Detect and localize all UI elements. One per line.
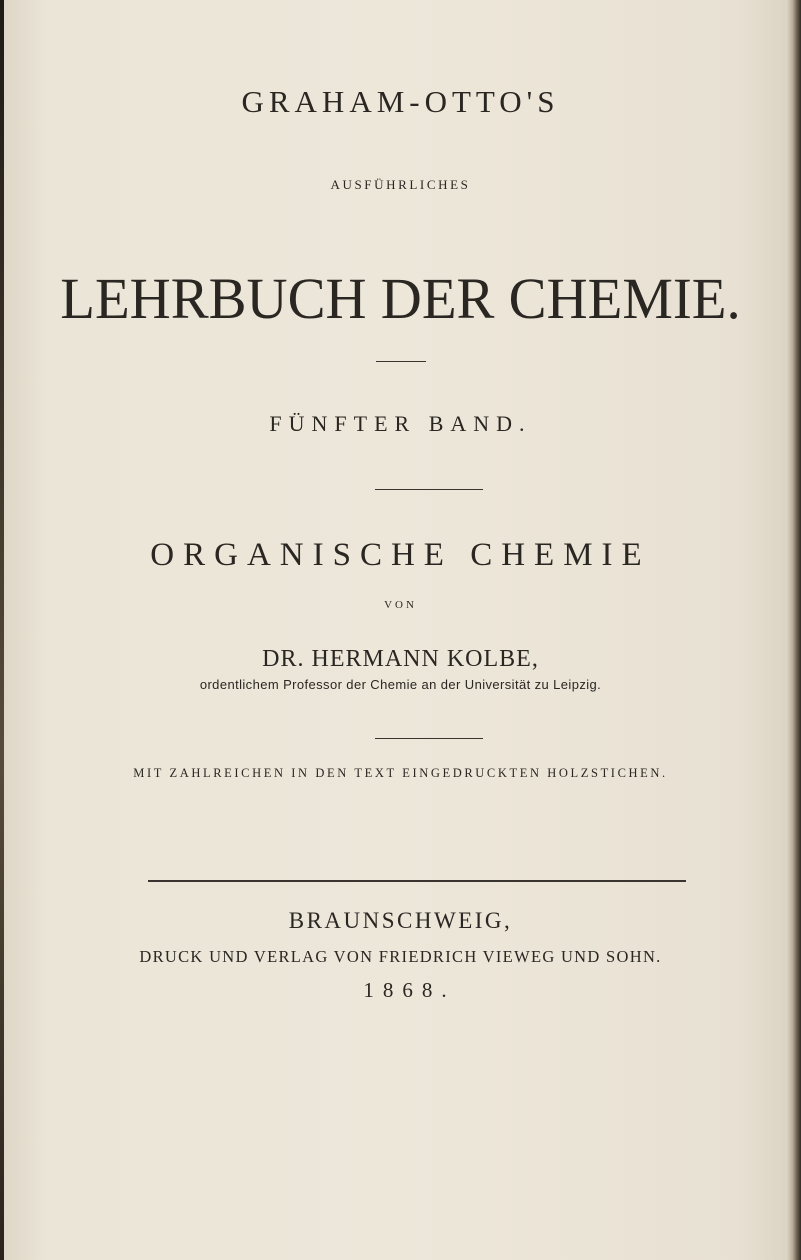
divider-rule xyxy=(375,738,483,739)
subtitle-prefix: AUSFÜHRLICHES xyxy=(330,177,471,192)
by-label: VON xyxy=(384,599,417,611)
author-name: DR. HERMANN KOLBE, xyxy=(262,646,539,672)
publisher-line: DRUCK UND VERLAG VON FRIEDRICH VIEWEG UND SOHN. xyxy=(139,947,662,966)
illustrations-note: MIT ZAHLREICHEN IN DEN TEXT EINGEDRUCKTEN HOLZSTICHEN. xyxy=(133,766,668,780)
publication-year: 1868. xyxy=(363,978,456,1002)
main-title: LEHRBUCH DER CHEMIE. xyxy=(60,266,741,331)
publication-city: BRAUNSCHWEIG, xyxy=(288,908,513,933)
divider-rule xyxy=(375,489,483,490)
divider-rule-long xyxy=(148,880,686,882)
authors-heading: GRAHAM-OTTO'S xyxy=(241,84,560,119)
author-affiliation: ordentlichem Professor der Chemie an der Universität zu Leipzig. xyxy=(199,677,602,692)
section-title: ORGANISCHE CHEMIE xyxy=(150,537,651,573)
volume-label: FÜNFTER BAND. xyxy=(269,411,532,436)
divider-rule xyxy=(376,361,426,362)
